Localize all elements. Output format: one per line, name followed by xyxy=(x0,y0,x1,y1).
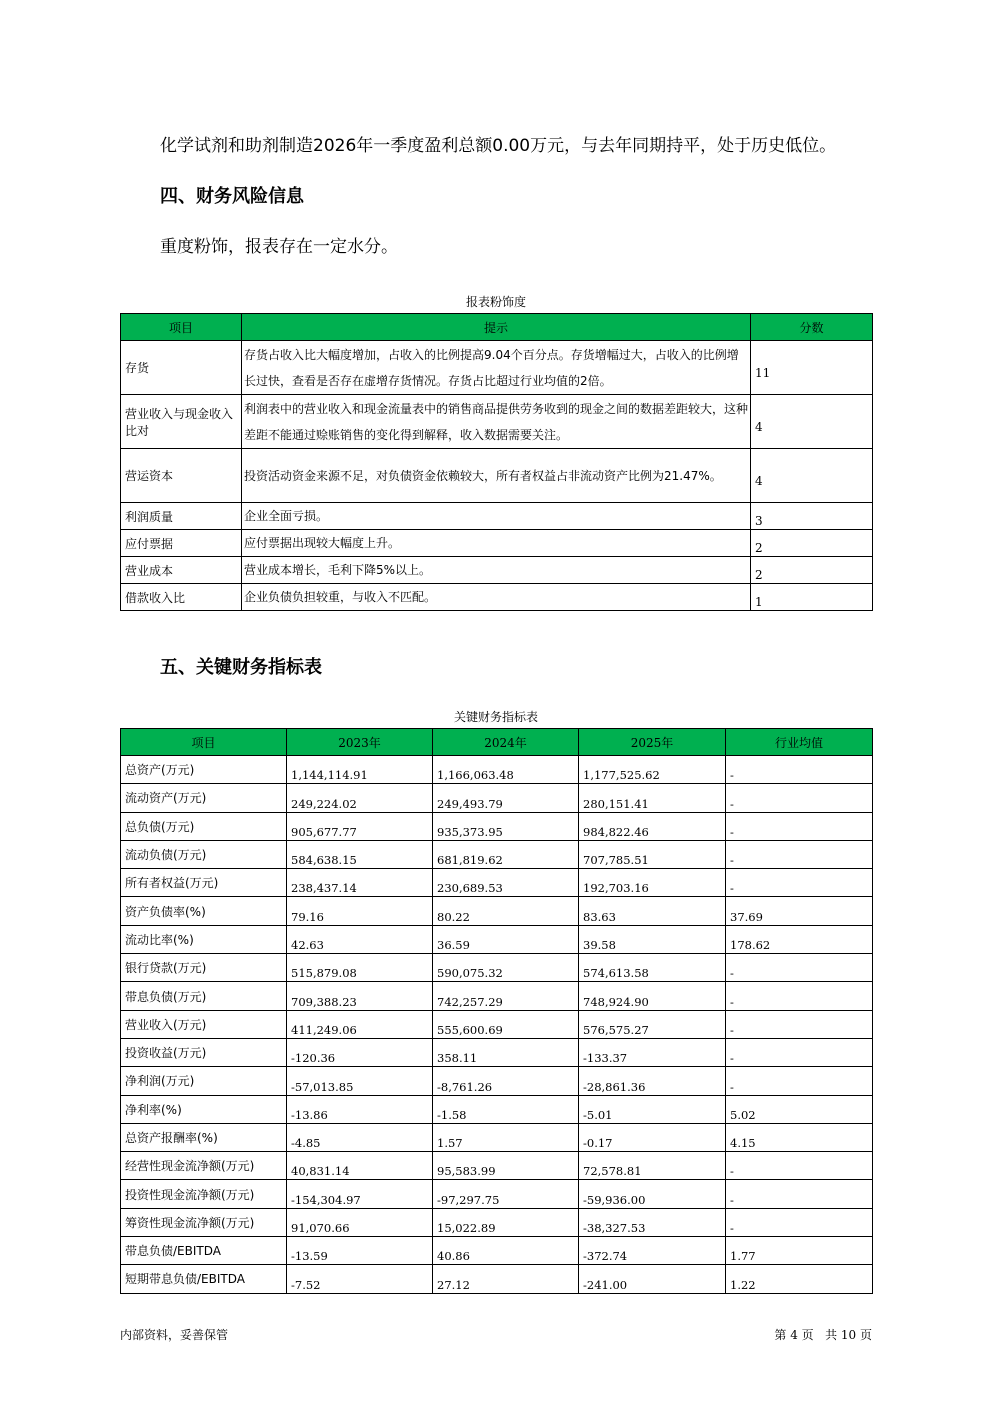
metric-value-cell: -5.01 xyxy=(579,1095,726,1123)
metric-value-cell: -13.86 xyxy=(287,1095,433,1123)
column-header: 项目 xyxy=(121,314,242,341)
metric-name-cell: 银行贷款(万元) xyxy=(121,954,287,982)
metric-value-cell: 742,257.29 xyxy=(433,982,579,1010)
metric-name-cell: 净利率(%) xyxy=(121,1095,287,1123)
hint-cell: 利润表中的营业收入和现金流量表中的销售商品提供劳务收到的现金之间的数据差距较大，这种差距不能通过赊账销售的变化得到解释，收入数据需要关注。 xyxy=(242,395,751,449)
score-cell: 11 xyxy=(751,341,873,395)
metric-name-cell: 短期带息负债/EBITDA xyxy=(121,1265,287,1293)
metric-value-cell: 1.22 xyxy=(726,1265,873,1293)
metric-value-cell: 358.11 xyxy=(433,1038,579,1066)
metric-value-cell: 15,022.89 xyxy=(433,1208,579,1236)
column-header: 2024年 xyxy=(433,729,579,756)
metric-value-cell: 576,575.27 xyxy=(579,1010,726,1038)
metric-value-cell: 1,144,114.91 xyxy=(287,756,433,784)
table-row xyxy=(121,503,873,530)
item-cell: 借款收入比 xyxy=(121,584,242,611)
footer-page-number: 第 4 页 共 10 页 xyxy=(774,1328,872,1342)
metric-value-cell: 37.69 xyxy=(726,897,873,925)
metric-value-cell: -7.52 xyxy=(287,1265,433,1293)
metric-value-cell: 935,373.95 xyxy=(433,812,579,840)
metric-value-cell: 80.22 xyxy=(433,897,579,925)
metric-value-cell: 905,677.77 xyxy=(287,812,433,840)
metric-value-cell: - xyxy=(726,812,873,840)
metric-value-cell: 748,924.90 xyxy=(579,982,726,1010)
table-row xyxy=(121,1067,873,1095)
metric-value-cell: -59,936.00 xyxy=(579,1180,726,1208)
metric-value-cell: - xyxy=(726,756,873,784)
metric-value-cell: 79.16 xyxy=(287,897,433,925)
metric-value-cell: 555,600.69 xyxy=(433,1010,579,1038)
metric-name-cell: 流动负债(万元) xyxy=(121,840,287,868)
table-row xyxy=(121,1208,873,1236)
metric-name-cell: 总负债(万元) xyxy=(121,812,287,840)
metric-value-cell: 1.77 xyxy=(726,1237,873,1265)
section-4-heading: 四、财务风险信息 xyxy=(160,186,304,207)
metric-value-cell: -97,297.75 xyxy=(433,1180,579,1208)
item-cell: 营业收入与现金收入比对 xyxy=(121,395,242,449)
table-row xyxy=(121,897,873,925)
metric-name-cell: 总资产报酬率(%) xyxy=(121,1123,287,1151)
table-row xyxy=(121,584,873,611)
item-cell: 存货 xyxy=(121,341,242,395)
metric-value-cell: -28,861.36 xyxy=(579,1067,726,1095)
metric-name-cell: 筹资性现金流净额(万元) xyxy=(121,1208,287,1236)
metric-value-cell: - xyxy=(726,982,873,1010)
metric-value-cell: -372.74 xyxy=(579,1237,726,1265)
metric-value-cell: -133.37 xyxy=(579,1038,726,1066)
metric-value-cell: 249,493.79 xyxy=(433,784,579,812)
metric-value-cell: 83.63 xyxy=(579,897,726,925)
metric-value-cell: -241.00 xyxy=(579,1265,726,1293)
item-cell: 营运资本 xyxy=(121,449,242,503)
table-row xyxy=(121,1038,873,1066)
metric-value-cell: - xyxy=(726,1010,873,1038)
metric-name-cell: 营业收入(万元) xyxy=(121,1010,287,1038)
table-row xyxy=(121,869,873,897)
metric-value-cell: 984,822.46 xyxy=(579,812,726,840)
metric-value-cell: 515,879.08 xyxy=(287,954,433,982)
metric-value-cell: 91,070.66 xyxy=(287,1208,433,1236)
score-cell: 3 xyxy=(751,503,873,530)
column-header: 分数 xyxy=(751,314,873,341)
table-row xyxy=(121,1095,873,1123)
kpi-table-caption: 关键财务指标表 xyxy=(453,710,538,724)
metric-value-cell: - xyxy=(726,1038,873,1066)
metric-value-cell: 681,819.62 xyxy=(433,840,579,868)
item-cell: 利润质量 xyxy=(121,503,242,530)
section-5-heading: 五、关键财务指标表 xyxy=(160,657,322,678)
metric-value-cell: 709,388.23 xyxy=(287,982,433,1010)
metric-value-cell: 27.12 xyxy=(433,1265,579,1293)
metric-value-cell: 590,075.32 xyxy=(433,954,579,982)
metric-name-cell: 带息负债(万元) xyxy=(121,982,287,1010)
column-header: 2025年 xyxy=(579,729,726,756)
metric-value-cell: 72,578.81 xyxy=(579,1152,726,1180)
table-row xyxy=(121,812,873,840)
metric-value-cell: - xyxy=(726,784,873,812)
metric-value-cell: 280,151.41 xyxy=(579,784,726,812)
metric-name-cell: 经营性现金流净额(万元) xyxy=(121,1152,287,1180)
metric-value-cell: -120.36 xyxy=(287,1038,433,1066)
metric-value-cell: - xyxy=(726,1208,873,1236)
metric-value-cell: 1,177,525.62 xyxy=(579,756,726,784)
metric-value-cell: 1.57 xyxy=(433,1123,579,1151)
risk-table xyxy=(120,313,873,611)
table-row xyxy=(121,530,873,557)
score-cell: 2 xyxy=(751,557,873,584)
metric-name-cell: 所有者权益(万元) xyxy=(121,869,287,897)
footer-confidential-note: 内部资料，妥善保管 xyxy=(120,1328,229,1342)
metric-value-cell: 192,703.16 xyxy=(579,869,726,897)
hint-cell: 企业全面亏损。 xyxy=(242,503,751,530)
metric-name-cell: 带息负债/EBITDA xyxy=(121,1237,287,1265)
table-row xyxy=(121,341,873,395)
metric-name-cell: 流动资产(万元) xyxy=(121,784,287,812)
item-cell: 营业成本 xyxy=(121,557,242,584)
table-row xyxy=(121,840,873,868)
hint-cell: 投资活动资金来源不足，对负债资金依赖较大，所有者权益占非流动资产比例为21.47%。 xyxy=(242,449,751,503)
metric-value-cell: 411,249.06 xyxy=(287,1010,433,1038)
score-cell: 1 xyxy=(751,584,873,611)
metric-value-cell: 238,437.14 xyxy=(287,869,433,897)
hint-cell: 营业成本增长，毛利下降5%以上。 xyxy=(242,557,751,584)
hint-cell: 企业负债负担较重，与收入不匹配。 xyxy=(242,584,751,611)
metric-name-cell: 总资产(万元) xyxy=(121,756,287,784)
metric-value-cell: - xyxy=(726,1067,873,1095)
kpi-table-header xyxy=(121,729,873,756)
table-row xyxy=(121,557,873,584)
metric-name-cell: 投资收益(万元) xyxy=(121,1038,287,1066)
metric-value-cell: 574,613.58 xyxy=(579,954,726,982)
metric-value-cell: 584,638.15 xyxy=(287,840,433,868)
metric-value-cell: -13.59 xyxy=(287,1237,433,1265)
score-cell: 4 xyxy=(751,449,873,503)
metric-value-cell: 36.59 xyxy=(433,925,579,953)
kpi-table xyxy=(120,728,873,1294)
metric-value-cell: 40,831.14 xyxy=(287,1152,433,1180)
table-row xyxy=(121,1010,873,1038)
metric-name-cell: 流动比率(%) xyxy=(121,925,287,953)
metric-value-cell: 5.02 xyxy=(726,1095,873,1123)
item-cell: 应付票据 xyxy=(121,530,242,557)
table-row xyxy=(121,925,873,953)
metric-value-cell: -1.58 xyxy=(433,1095,579,1123)
metric-name-cell: 净利润(万元) xyxy=(121,1067,287,1095)
table-row xyxy=(121,449,873,503)
metric-value-cell: - xyxy=(726,869,873,897)
table-row xyxy=(121,1180,873,1208)
metric-value-cell: 1,166,063.48 xyxy=(433,756,579,784)
metric-value-cell: 95,583.99 xyxy=(433,1152,579,1180)
hint-cell: 应付票据出现较大幅度上升。 xyxy=(242,530,751,557)
table-row xyxy=(121,954,873,982)
metric-value-cell: 178.62 xyxy=(726,925,873,953)
metric-value-cell: -0.17 xyxy=(579,1123,726,1151)
column-header: 行业均值 xyxy=(726,729,873,756)
metric-value-cell: -57,013.85 xyxy=(287,1067,433,1095)
metric-value-cell: - xyxy=(726,954,873,982)
metric-value-cell: 249,224.02 xyxy=(287,784,433,812)
column-header: 2023年 xyxy=(287,729,433,756)
intro-paragraph: 化学试剂和助剂制造2026年一季度盈利总额0.00万元，与去年同期持平，处于历史低位。 xyxy=(160,136,837,156)
risk-table-caption: 报表粉饰度 xyxy=(465,295,526,309)
table-row xyxy=(121,1123,873,1151)
table-row xyxy=(121,1265,873,1293)
metric-value-cell: - xyxy=(726,1180,873,1208)
risk-table-header xyxy=(121,314,873,341)
metric-name-cell: 资产负债率(%) xyxy=(121,897,287,925)
metric-value-cell: 40.86 xyxy=(433,1237,579,1265)
table-row xyxy=(121,784,873,812)
metric-value-cell: -4.85 xyxy=(287,1123,433,1151)
score-cell: 2 xyxy=(751,530,873,557)
metric-value-cell: - xyxy=(726,1152,873,1180)
table-row xyxy=(121,756,873,784)
metric-value-cell: 230,689.53 xyxy=(433,869,579,897)
metric-value-cell: 39.58 xyxy=(579,925,726,953)
metric-value-cell: 4.15 xyxy=(726,1123,873,1151)
metric-value-cell: - xyxy=(726,840,873,868)
section-4-summary: 重度粉饰，报表存在一定水分。 xyxy=(160,237,398,257)
score-cell: 4 xyxy=(751,395,873,449)
column-header: 提示 xyxy=(242,314,751,341)
metric-value-cell: 707,785.51 xyxy=(579,840,726,868)
metric-value-cell: -154,304.97 xyxy=(287,1180,433,1208)
column-header: 项目 xyxy=(121,729,287,756)
metric-value-cell: -8,761.26 xyxy=(433,1067,579,1095)
table-row xyxy=(121,982,873,1010)
metric-name-cell: 投资性现金流净额(万元) xyxy=(121,1180,287,1208)
table-row xyxy=(121,1237,873,1265)
metric-value-cell: -38,327.53 xyxy=(579,1208,726,1236)
metric-value-cell: 42.63 xyxy=(287,925,433,953)
hint-cell: 存货占收入比大幅度增加，占收入的比例提高9.04个百分点。存货增幅过大，占收入的比例增长过快，查看是否存在虚增存货情况。存货占比超过行业均值的2倍。 xyxy=(242,341,751,395)
table-row xyxy=(121,395,873,449)
table-row xyxy=(121,1152,873,1180)
